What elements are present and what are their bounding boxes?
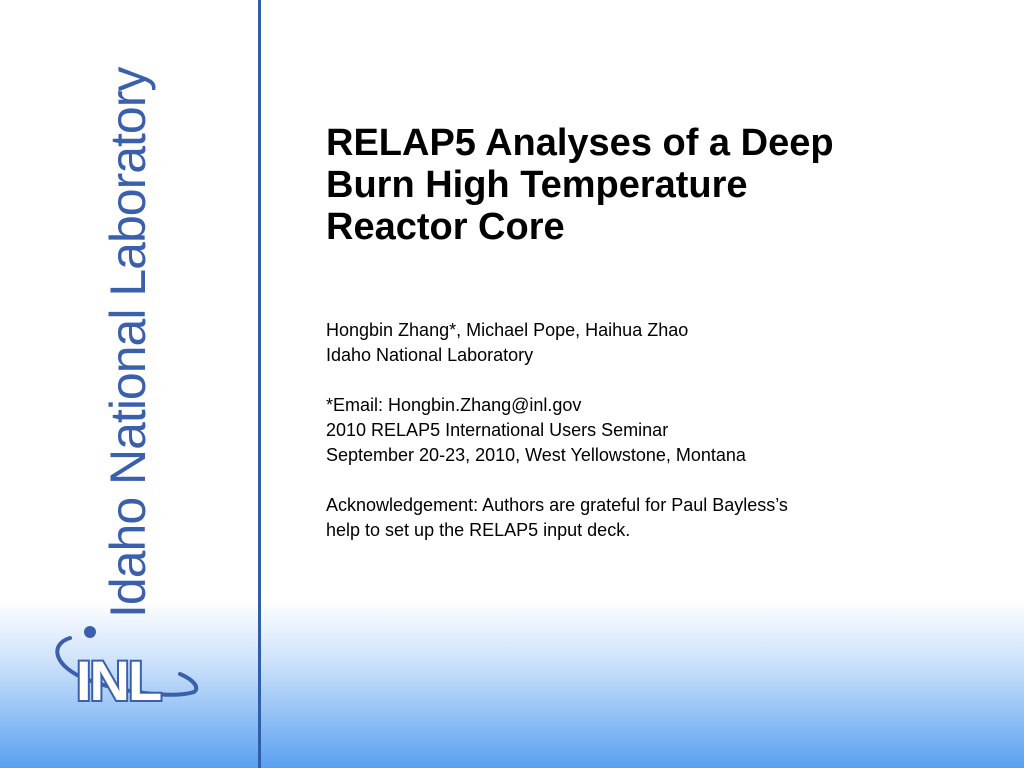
logo-wordmark: INL [76, 649, 161, 708]
inl-logo-icon [48, 618, 200, 708]
date-location: September 20-23, 2010, West Yellowstone, Montana [326, 445, 746, 465]
authors: Hongbin Zhang*, Michael Pope, Haihua Zhao [326, 320, 689, 340]
slide-content [326, 122, 966, 543]
lab-name-vertical: Idaho National Laboratory [100, 67, 156, 618]
title-line: RELAP5 Analyses of a Deep [326, 122, 834, 164]
title-line: Reactor Core [326, 206, 565, 248]
event-name: 2010 RELAP5 International Users Seminar [326, 420, 669, 440]
spacer [326, 368, 966, 393]
vertical-divider-line [258, 0, 261, 768]
acknowledgement-line: help to set up the RELAP5 input deck. [326, 520, 631, 540]
slide-title [326, 122, 966, 248]
email: *Email: Hongbin.Zhang@inl.gov [326, 395, 582, 415]
affiliation: Idaho National Laboratory [326, 345, 534, 365]
spacer [326, 468, 966, 493]
slide-info [326, 318, 966, 543]
acknowledgement-line: Acknowledgement: Authors are grateful for Paul Bayless’s [326, 495, 788, 515]
title-line: Burn High Temperature [326, 164, 748, 206]
